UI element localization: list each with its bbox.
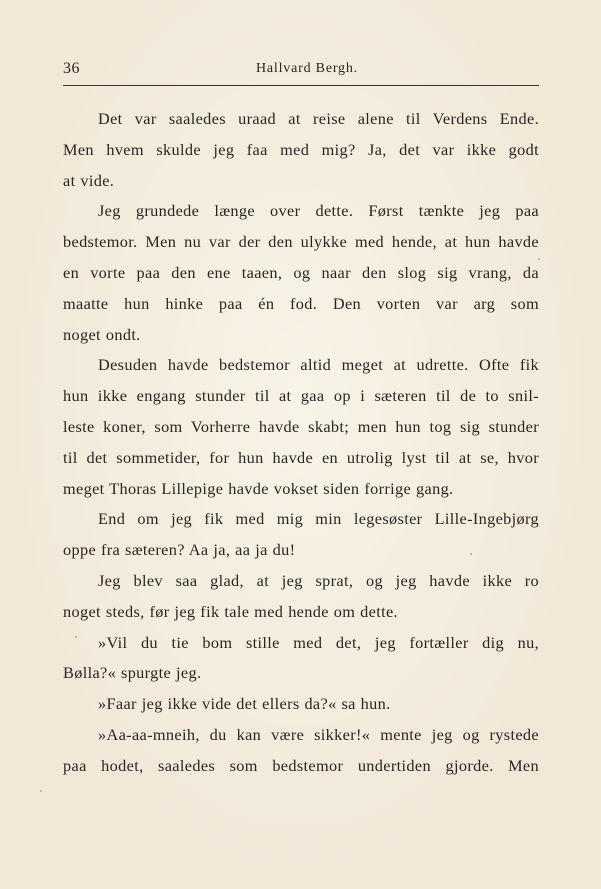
paper-speck — [470, 553, 472, 555]
text-line: paa hodet, saaledes som bedstemor undertiden gjorde. Men — [63, 755, 539, 775]
text-line: Jeg blev saa glad, at jeg sprat, og jeg havde ikke ro — [98, 570, 539, 590]
text-line: Men hvem skulde jeg faa med mig? Ja, det var ikke godt — [63, 139, 539, 159]
text-line: en vorte paa den ene taaen, og naar den slog sig vrang, da — [63, 262, 539, 282]
page-header — [63, 58, 539, 86]
text-line: End om jeg fik med mig min legesøster Lille-Ingebjørg — [98, 509, 539, 529]
page-number: 36 — [63, 60, 80, 77]
text-line: til det sommetider, for hun havde en utrolig lyst til at se, hvor — [63, 447, 539, 467]
text-line: »Aa-aa-mneih, du kan være sikker!« mente jeg og rystede — [98, 724, 539, 744]
text-line: Bølla?« spurgte jeg. — [63, 663, 202, 683]
text-line: bedstemor. Men nu var der den ulykke med hende, at hun havde — [63, 232, 539, 252]
text-line: Desuden havde bedstemor altid meget at udrette. Ofte fik — [98, 355, 539, 375]
text-line: Det var saaledes uraad at reise alene til Verdens Ende. — [98, 109, 539, 128]
text-line: hun ikke engang stunder til at gaa op i sæteren til de to snil- — [63, 386, 539, 406]
text-line: meget Thoras Lillepige havde vokset siden forrige gang. — [63, 478, 454, 498]
paper-speck — [75, 636, 77, 638]
text-line: noget ondt. — [63, 324, 141, 344]
text-line: »Vil du tie bom stille med det, jeg fortæller dig nu, — [98, 632, 539, 652]
running-head: Hallvard Bergh. — [256, 61, 358, 76]
text-line: Jeg grundede længe over dette. Først tænkte jeg paa — [98, 201, 539, 221]
paper-speck — [538, 258, 540, 260]
text-line: oppe fra sæteren? Aa ja, aa ja du! — [63, 540, 296, 560]
header-rule — [63, 85, 539, 86]
paper-speck — [40, 790, 42, 792]
text-line: leste koner, som Vorherre havde skabt; men hun tog sig stunder — [63, 416, 539, 436]
body-text — [63, 104, 539, 782]
text-line: »Faar jeg ikke vide det ellers da?« sa hun. — [98, 694, 391, 714]
text-line: maatte hun hinke paa én fod. Den vorten var arg som — [63, 293, 539, 313]
text-line: noget steds, før jeg fik tale med hende om dette. — [63, 601, 398, 621]
text-line: at vide. — [63, 170, 115, 190]
